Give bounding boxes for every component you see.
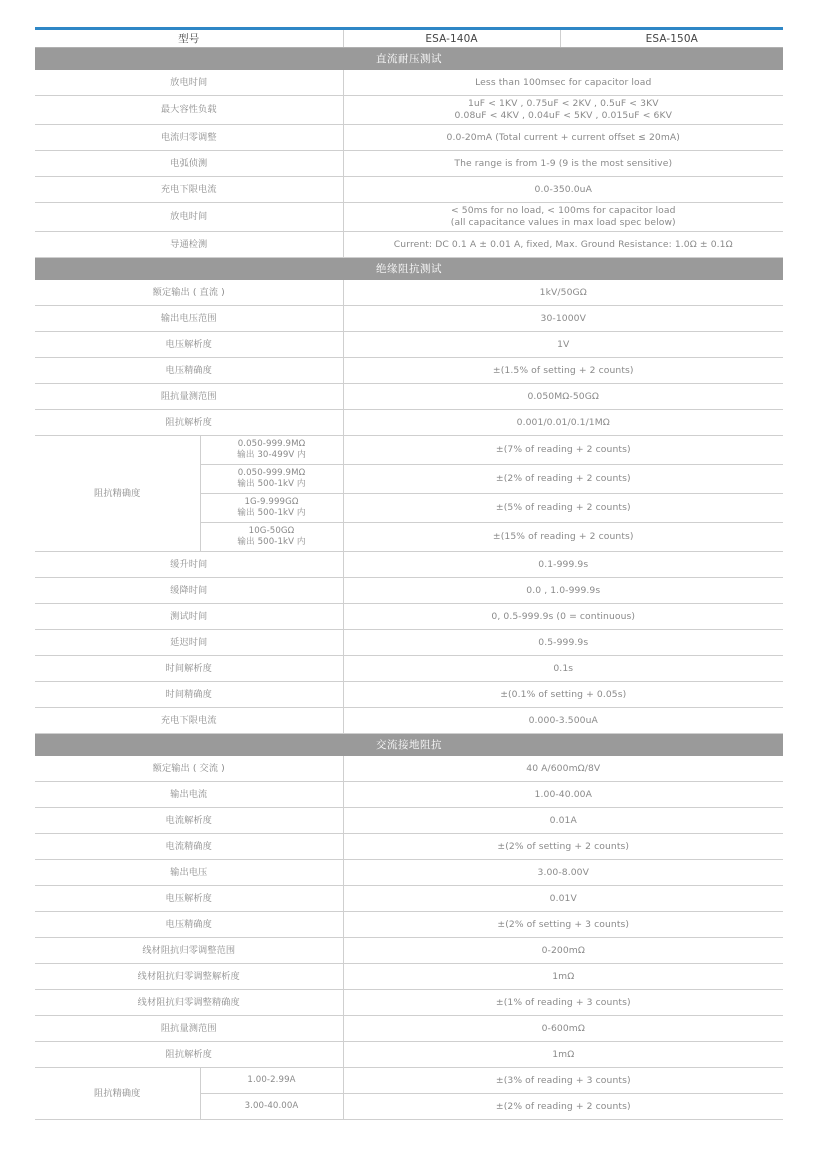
spec-value-line: ±(1% of reading + 3 counts) <box>495 996 631 1008</box>
section-title: 交流接地阻抗 <box>35 734 783 756</box>
spec-value-line: ±(1.5% of setting + 2 counts) <box>492 364 634 376</box>
range-condition: 输出 500-1kV 内 <box>237 508 306 518</box>
range-condition: 输出 500-1kV 内 <box>237 479 306 489</box>
spec-value-line: 0.000-3.500uA <box>528 714 598 726</box>
spec-value-line: 1V <box>557 338 570 350</box>
spec-value <box>343 358 783 384</box>
spec-value-line: ±(2% of setting + 3 counts) <box>497 918 630 930</box>
spec-label: 充电下限电流 <box>35 708 343 734</box>
accuracy-range <box>200 465 343 494</box>
spec-value-line: 1.00-40.00A <box>534 788 592 800</box>
spec-value-line: 0.0 , 1.0-999.9s <box>526 584 601 596</box>
spec-label: 时间精确度 <box>35 682 343 708</box>
accuracy-value: ±(2% of reading + 2 counts) <box>343 1094 783 1120</box>
spec-label: 电压解析度 <box>35 332 343 358</box>
spec-label: 阻抗量测范围 <box>35 1016 343 1042</box>
spec-row <box>35 656 783 682</box>
spec-value <box>343 756 783 782</box>
spec-value <box>343 578 783 604</box>
accuracy-range <box>200 494 343 523</box>
section-header <box>35 258 783 280</box>
spec-label: 阻抗解析度 <box>35 410 343 436</box>
spec-row <box>35 808 783 834</box>
spec-row <box>35 834 783 860</box>
spec-label: 放电时间 <box>35 203 343 232</box>
spec-value-line: 40 A/600mΩ/8V <box>526 762 601 774</box>
spec-row <box>35 630 783 656</box>
spec-value-line: Current: DC 0.1 A ± 0.01 A, fixed, Max. Ground Resistance: 1.0Ω ± 0.1Ω <box>393 238 733 250</box>
spec-value-line: 30-1000V <box>540 312 586 324</box>
spec-row <box>35 203 783 232</box>
accuracy-range <box>200 436 343 465</box>
spec-label: 充电下限电流 <box>35 177 343 203</box>
spec-row <box>35 938 783 964</box>
spec-label: 时间解析度 <box>35 656 343 682</box>
spec-row <box>35 756 783 782</box>
spec-row <box>35 990 783 1016</box>
spec-value <box>343 410 783 436</box>
spec-value-line: 0.0-20mA (Total current + current offset ≤ 20mA) <box>446 131 680 143</box>
spec-value-line: 1mΩ <box>552 970 575 982</box>
spec-value-line: 0.001/0.01/0.1/1MΩ <box>516 416 610 428</box>
spec-label: 电压精确度 <box>35 912 343 938</box>
spec-label: 电流归零调整 <box>35 125 343 151</box>
spec-value <box>343 306 783 332</box>
spec-row <box>35 860 783 886</box>
spec-row <box>35 578 783 604</box>
spec-row <box>35 70 783 96</box>
spec-value <box>343 708 783 734</box>
spec-value <box>343 630 783 656</box>
spec-value <box>343 938 783 964</box>
accuracy-value: ±(2% of reading + 2 counts) <box>343 465 783 494</box>
spec-row <box>35 384 783 410</box>
spec-value <box>343 384 783 410</box>
spec-label: 线材阻抗归零调整范围 <box>35 938 343 964</box>
spec-value <box>343 280 783 306</box>
spec-value <box>343 990 783 1016</box>
model-label: 型号 <box>35 30 343 48</box>
range-condition: 输出 30-499V 内 <box>237 450 306 460</box>
spec-value-line: 0.5-999.9s <box>538 636 589 648</box>
spec-row <box>35 604 783 630</box>
accuracy-label: 阻抗精确度 <box>35 436 200 552</box>
spec-label: 阻抗量测范围 <box>35 384 343 410</box>
spec-value <box>343 834 783 860</box>
spec-value-line: 3.00-8.00V <box>537 866 590 878</box>
accuracy-value: ±(7% of reading + 2 counts) <box>343 436 783 465</box>
spec-label: 额定输出 ( 交流 ) <box>35 756 343 782</box>
spec-value-line: Less than 100msec for capacitor load <box>475 76 652 88</box>
spec-value-line: 1kV/50GΩ <box>539 286 587 298</box>
model-esa-140a: ESA-140A <box>343 30 560 48</box>
spec-value <box>343 232 783 258</box>
spec-value-line: 0.01V <box>549 892 577 904</box>
spec-value <box>343 682 783 708</box>
spec-row <box>35 232 783 258</box>
spec-label: 输出电压范围 <box>35 306 343 332</box>
accuracy-value: ±(5% of reading + 2 counts) <box>343 494 783 523</box>
spec-value <box>343 604 783 630</box>
spec-label: 缓降时间 <box>35 578 343 604</box>
spec-table <box>35 30 783 1120</box>
spec-label: 输出电流 <box>35 782 343 808</box>
spec-label: 电压精确度 <box>35 358 343 384</box>
spec-row <box>35 177 783 203</box>
spec-value <box>343 860 783 886</box>
spec-value <box>343 808 783 834</box>
spec-row <box>35 782 783 808</box>
spec-value-line: 0.0-350.0uA <box>534 183 592 195</box>
accuracy-label: 阻抗精确度 <box>35 1068 200 1120</box>
spec-value-line: 1uF < 1KV , 0.75uF < 2KV , 0.5uF < 3KV <box>467 98 659 109</box>
spec-value <box>343 1042 783 1068</box>
range-condition: 输出 500-1kV 内 <box>237 537 306 547</box>
spec-value-line: 1mΩ <box>552 1048 575 1060</box>
accuracy-row <box>35 1068 783 1094</box>
spec-value-line: The range is from 1-9 (9 is the most sensitive) <box>454 157 673 169</box>
spec-value <box>343 177 783 203</box>
spec-label: 电压解析度 <box>35 886 343 912</box>
spec-value <box>343 656 783 682</box>
range-text: 1G-9.999GΩ <box>244 497 299 507</box>
model-esa-150a: ESA-150A <box>560 30 783 48</box>
accuracy-range <box>200 1068 343 1094</box>
range-text: 1.00-2.99A <box>247 1075 296 1085</box>
spec-value-line: 0, 0.5-999.9s (0 = continuous) <box>491 610 636 622</box>
spec-value-line: 0.08uF < 4KV , 0.04uF < 5KV , 0.015uF < 6KV <box>454 110 672 121</box>
accuracy-row <box>35 436 783 465</box>
spec-label: 电流精确度 <box>35 834 343 860</box>
spec-value <box>343 151 783 177</box>
accuracy-value: ±(3% of reading + 3 counts) <box>343 1068 783 1094</box>
spec-row <box>35 280 783 306</box>
range-text: 10G-50GΩ <box>248 526 295 536</box>
spec-row <box>35 912 783 938</box>
spec-row <box>35 125 783 151</box>
spec-value <box>343 552 783 578</box>
spec-label: 线材阻抗归零调整精确度 <box>35 990 343 1016</box>
spec-label: 测试时间 <box>35 604 343 630</box>
spec-value-line: 0.1-999.9s <box>538 558 589 570</box>
section-header <box>35 48 783 70</box>
spec-label: 放电时间 <box>35 70 343 96</box>
accuracy-range <box>200 523 343 552</box>
spec-value-line: 0.050MΩ-50GΩ <box>527 390 600 402</box>
spec-label: 电流解析度 <box>35 808 343 834</box>
spec-label: 缓升时间 <box>35 552 343 578</box>
spec-row <box>35 1042 783 1068</box>
section-title: 绝缘阻抗测试 <box>35 258 783 280</box>
spec-value-line: 0-600mΩ <box>541 1022 585 1034</box>
spec-row <box>35 306 783 332</box>
spec-value <box>343 332 783 358</box>
spec-value <box>343 964 783 990</box>
spec-row <box>35 682 783 708</box>
spec-value-line: < 50ms for no load, < 100ms for capacitor load <box>450 205 676 216</box>
range-text: 3.00-40.00A <box>244 1101 299 1111</box>
accuracy-range <box>200 1094 343 1120</box>
spec-row <box>35 96 783 125</box>
spec-value <box>343 782 783 808</box>
spec-row <box>35 1016 783 1042</box>
range-text: 0.050-999.9MΩ <box>237 439 306 449</box>
spec-label: 电弧侦测 <box>35 151 343 177</box>
spec-value-line: 0.1s <box>553 662 574 674</box>
spec-label: 额定输出 ( 直流 ) <box>35 280 343 306</box>
spec-label: 输出电压 <box>35 860 343 886</box>
spec-value <box>343 125 783 151</box>
section-title: 直流耐压测试 <box>35 48 783 70</box>
spec-value <box>343 912 783 938</box>
spec-row <box>35 410 783 436</box>
spec-value <box>343 96 783 125</box>
spec-label: 线材阻抗归零调整解析度 <box>35 964 343 990</box>
spec-row <box>35 358 783 384</box>
spec-value-line: 0-200mΩ <box>541 944 585 956</box>
range-text: 0.050-999.9MΩ <box>237 468 306 478</box>
header-row <box>35 30 783 48</box>
spec-row <box>35 552 783 578</box>
spec-value <box>343 70 783 96</box>
spec-value-line: 0.01A <box>549 814 577 826</box>
spec-value-line: (all capacitance values in max load spec below) <box>450 217 676 228</box>
spec-label: 导通检测 <box>35 232 343 258</box>
spec-label: 延迟时间 <box>35 630 343 656</box>
spec-row <box>35 332 783 358</box>
spec-value <box>343 203 783 232</box>
spec-value-line: ±(0.1% of setting + 0.05s) <box>500 688 627 700</box>
spec-label: 最大容性负载 <box>35 96 343 125</box>
spec-sheet <box>35 27 783 1120</box>
spec-row <box>35 151 783 177</box>
section-header <box>35 734 783 756</box>
spec-row <box>35 964 783 990</box>
accuracy-value: ±(15% of reading + 2 counts) <box>343 523 783 552</box>
spec-row <box>35 708 783 734</box>
spec-value <box>343 1016 783 1042</box>
spec-value-line: ±(2% of setting + 2 counts) <box>497 840 630 852</box>
spec-row <box>35 886 783 912</box>
spec-value <box>343 886 783 912</box>
spec-label: 阻抗解析度 <box>35 1042 343 1068</box>
